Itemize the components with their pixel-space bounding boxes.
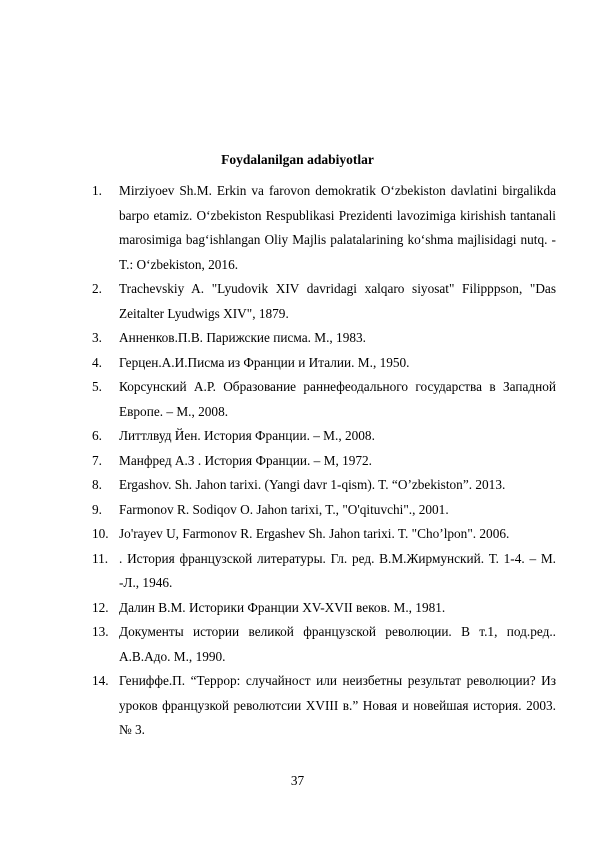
reference-text: Далин В.М. Историки Франции XV-XVII веков. М., 1981. bbox=[119, 599, 446, 615]
reference-item bbox=[92, 277, 556, 326]
reference-item bbox=[92, 547, 556, 596]
reference-item bbox=[92, 375, 556, 424]
reference-text: Jo'rayev U, Farmonov R. Ergashev Sh. Jahon tarixi. T. "Cho’lpon". 2006. bbox=[119, 526, 510, 541]
reference-number: 1. bbox=[92, 183, 102, 198]
reference-number: 3. bbox=[92, 330, 102, 345]
references-heading: Foydalanilgan adabiyotlar bbox=[221, 152, 374, 167]
reference-text: Анненков.П.В. Парижские писма. М., 1983. bbox=[119, 330, 366, 345]
reference-item bbox=[92, 179, 556, 277]
reference-number: 12. bbox=[92, 599, 109, 615]
reference-item bbox=[92, 351, 556, 376]
page-number: 37 bbox=[290, 773, 305, 788]
reference-text: Манфред А.З . История Франции. – М, 1972. bbox=[119, 452, 373, 468]
reference-text: Гениффе.П. “Террор: случайност или неизбетны результат революции? Из уроков французкой револютсии XVIII в.” Новая и новейшая история. 2003. № 3. bbox=[119, 673, 556, 737]
reference-item bbox=[92, 620, 556, 669]
reference-item bbox=[92, 326, 556, 351]
reference-number: 9. bbox=[92, 501, 102, 517]
reference-item bbox=[92, 669, 556, 743]
reference-number: 6. bbox=[92, 428, 102, 443]
reference-number: 11. bbox=[92, 550, 109, 566]
reference-number: 5. bbox=[92, 379, 102, 394]
reference-number: 10. bbox=[92, 526, 109, 541]
reference-text: Trachevskiy A. "Lyudovik XIV davridagi xalqaro siyosat" Filipppson, "Das Zeitalter Lyudwigs XIV", 1879. bbox=[119, 281, 556, 321]
reference-item bbox=[92, 596, 556, 621]
reference-text: Mirziyoev Sh.M. Erkin va farovon demokratik O‘zbekiston davlatini birgalikda barpo etamiz. O‘zbekiston Respublikasi Prezidenti lavozimiga kirishish tantanali marosimiga bag‘ishlangan Oliy Majlis palatalarining ko‘shma majlisidagi nutq. -T.: O‘zbekiston, 2016. bbox=[119, 183, 556, 272]
reference-number: 7. bbox=[92, 452, 102, 468]
reference-text: . История французской литературы. Гл. ред. В.М.Жирмунский. Т. 1-4. – М. -Л., 1946. bbox=[119, 550, 556, 590]
reference-item bbox=[92, 449, 556, 474]
reference-number: 8. bbox=[92, 477, 102, 492]
reference-item bbox=[92, 498, 556, 523]
reference-text: Корсунский А.Р. Образование раннефеодального государства в Западной Европе. – М., 2008. bbox=[119, 379, 556, 419]
reference-number: 2. bbox=[92, 281, 102, 296]
reference-item bbox=[92, 473, 556, 498]
reference-text: Литтлвуд Йен. История Франции. – М., 2008. bbox=[119, 428, 375, 443]
reference-item bbox=[92, 522, 556, 547]
reference-text: Документы истории великой французской революции. В т.1, под.ред.. А.В.Адо. М., 1990. bbox=[119, 624, 556, 664]
reference-text: Ergashov. Sh. Jahon tarixi. (Yangi davr 1-qism). T. “O’zbekiston”. 2013. bbox=[119, 477, 506, 492]
reference-number: 14. bbox=[92, 673, 109, 688]
reference-item bbox=[92, 424, 556, 449]
reference-text: Farmonov R. Sodiqov O. Jahon tarixi, T., "O'qituvchi"., 2001. bbox=[119, 501, 449, 517]
reference-number: 4. bbox=[92, 354, 102, 370]
references-list bbox=[92, 179, 556, 743]
reference-text: Герцен.А.И.Писма из Франции и Италии. М., 1950. bbox=[119, 354, 410, 370]
reference-number: 13. bbox=[92, 624, 109, 639]
